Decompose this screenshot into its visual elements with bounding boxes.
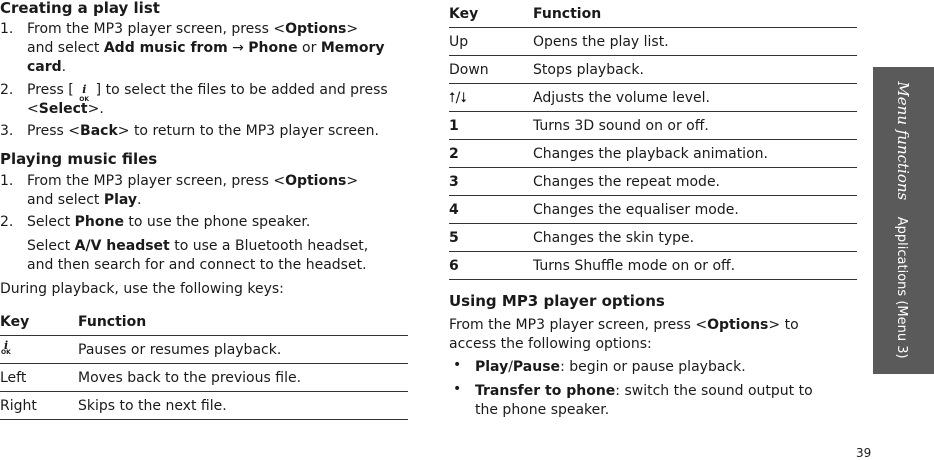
table-header-function: Function [78,308,408,336]
table-cell-key: Down [449,56,533,84]
page-number: 39 [856,446,872,460]
options-intro: access the following options: [449,336,652,352]
section-heading-playing-music: Playing music files [0,150,158,168]
step-number: 2. [0,214,14,230]
table-cell-key: Right [0,392,78,420]
step-number: 2. [0,82,14,98]
table-cell-function: Turns 3D sound on or off. [533,112,857,140]
table-row [0,364,408,392]
step-number: 1. [0,21,14,37]
step-subtext: and then search for and connect to the headset. [27,257,367,273]
table-cell-key: 2 [449,140,533,168]
section-heading-mp3-options: Using MP3 player options [449,292,665,310]
table-cell-key: 1 [449,112,533,140]
table-cell-key: Left [0,364,78,392]
table-header-key: Key [0,308,78,336]
table-cell-function: Opens the play list. [533,28,857,56]
table-cell-key: 4 [449,196,533,224]
table-cell-function: Pauses or resumes playback. [78,336,408,364]
bullet-icon: • [453,381,462,397]
table-cell-function: Changes the playback animation. [533,140,857,168]
chapter-side-tab-label: Menu functions Applications (Menu 3) [894,81,912,359]
options-intro: From the MP3 player screen, press <Options> to [449,317,799,333]
table-cell-function: Skips to the next file. [78,392,408,420]
ok-icon: i OK [79,82,89,103]
table-row [449,224,857,252]
table-cell-function: Changes the skin type. [533,224,857,252]
table-cell-key: 5 [449,224,533,252]
table-cell-function: Changes the equaliser mode. [533,196,857,224]
table-header-row [0,308,408,336]
table-row [449,196,857,224]
table-row [449,28,857,56]
table-row [449,252,857,280]
key-function-table-continued [449,0,857,280]
table-cell-key: Up [449,28,533,56]
step-text: Select Phone to use the phone speaker. [27,214,311,230]
step-text: card. [27,59,67,75]
table-cell-function: Moves back to the previous file. [78,364,408,392]
table-cell-function: Adjusts the volume level. [533,84,857,112]
table-cell-key [0,336,78,364]
step-number: 3. [0,123,14,139]
table-header-key: Key [449,0,533,28]
table-cell-function: Changes the repeat mode. [533,168,857,196]
table-row [449,56,857,84]
table-cell-key: 3 [449,168,533,196]
option-item: Transfer to phone: switch the sound output to [475,383,813,399]
step-number: 1. [0,173,14,189]
bullet-icon: • [453,357,462,373]
step-text: <Select>. [27,101,104,117]
step-text: and select Add music from → Phone or Memory [27,40,385,56]
option-item: Play/Pause: begin or pause playback. [475,359,746,375]
table-header-function: Function [533,0,857,28]
step-text: and select Play. [27,192,142,208]
step-text: From the MP3 player screen, press <Options> [27,173,359,189]
step-subtext: Select A/V headset to use a Bluetooth headset, [27,238,369,254]
section-heading-creating-playlist: Creating a play list [0,0,160,17]
step-text: Press [ i OK ] to select the files to be added and press [27,82,388,103]
table-row [0,392,408,420]
volume-keys-icon: ⭡/⭣ [449,84,533,112]
table-row [449,112,857,140]
table-intro: During playback, use the following keys: [0,281,284,297]
step-text: Press <Back> to return to the MP3 player screen. [27,123,379,139]
table-row [449,140,857,168]
table-row [449,168,857,196]
table-header-row [449,0,857,28]
table-cell-function: Turns Shuffle mode on or off. [533,252,857,280]
table-cell-key: 6 [449,252,533,280]
step-text: From the MP3 player screen, press <Options> [27,21,359,37]
ok-icon: i OK [1,339,11,356]
table-row [0,336,408,364]
option-item: the phone speaker. [475,402,610,418]
table-row [449,84,857,112]
table-cell-function: Stops playback. [533,56,857,84]
key-function-table [0,308,408,420]
